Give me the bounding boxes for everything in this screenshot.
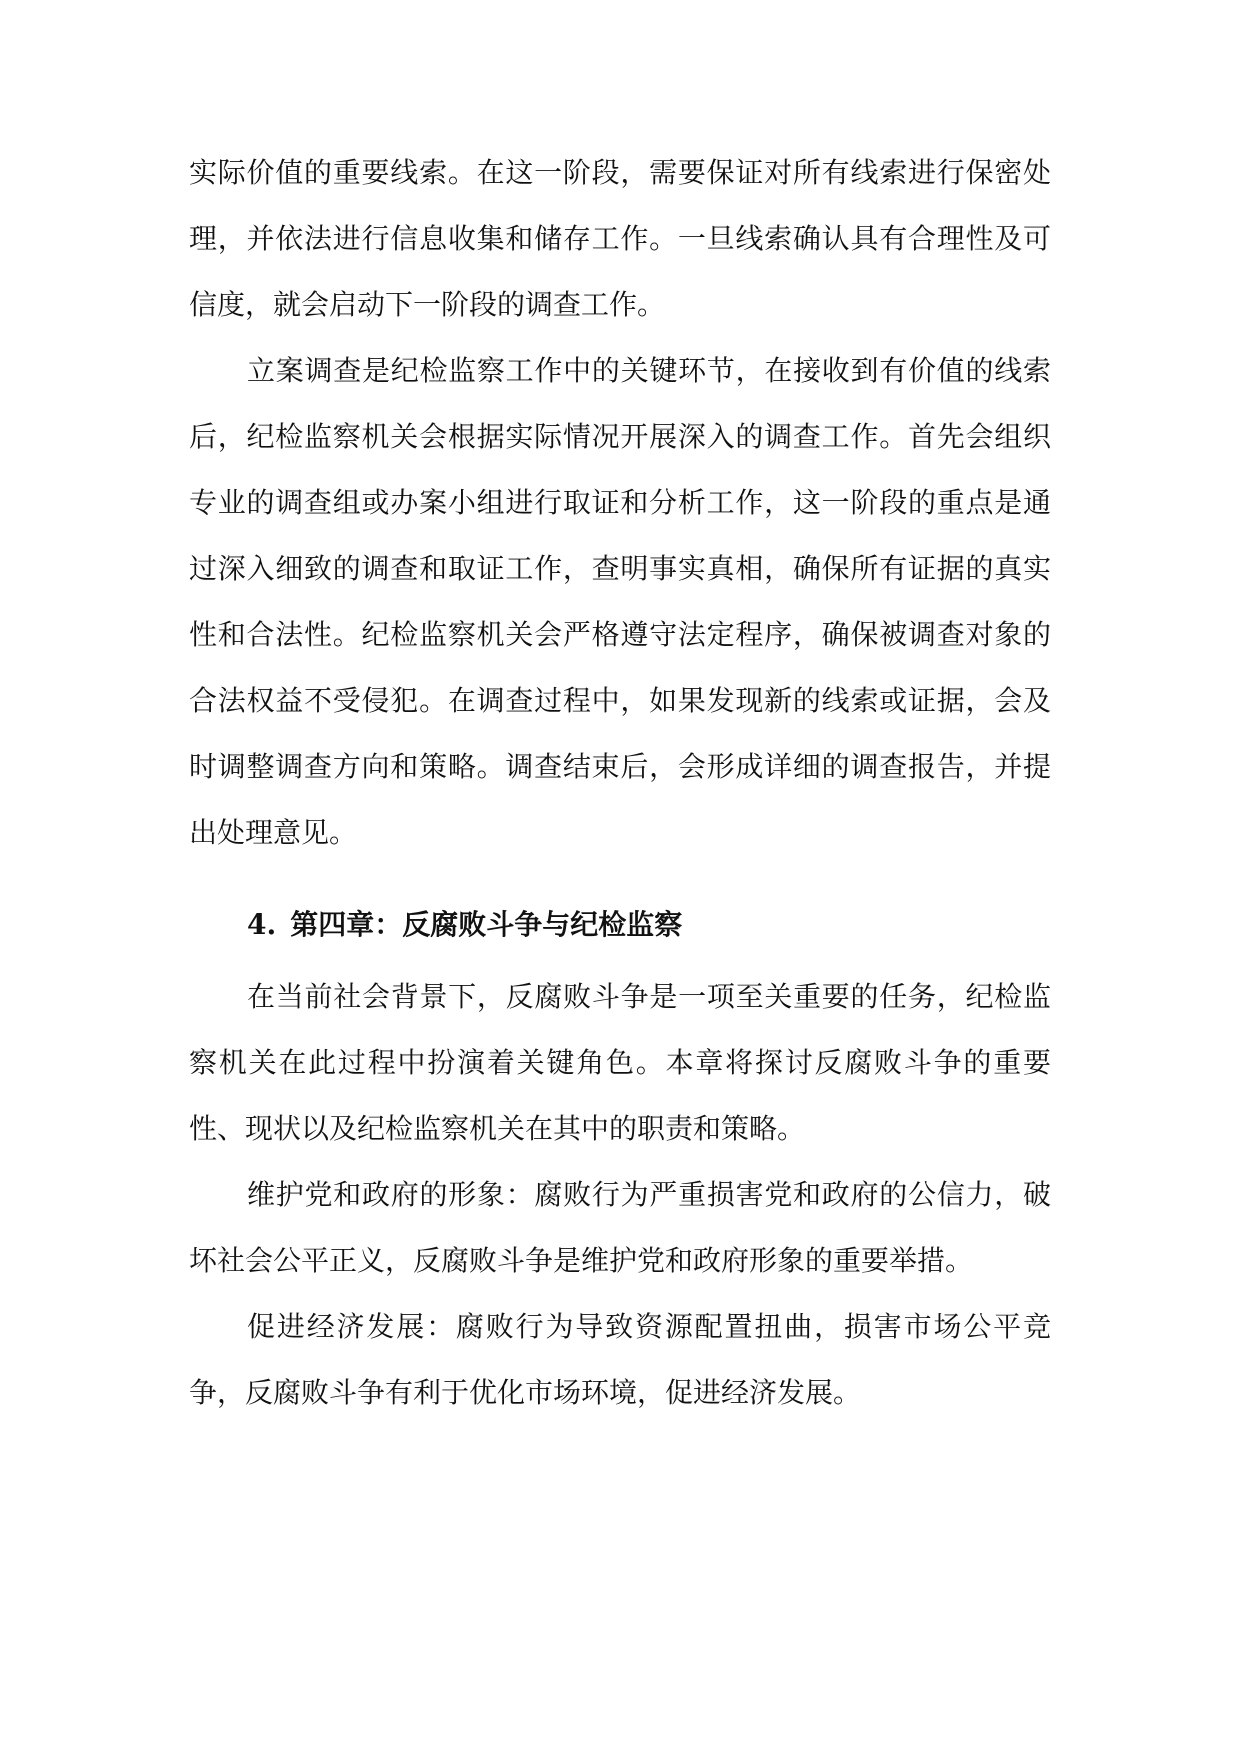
chapter-heading [189,892,1051,958]
paragraph-economic-development: 促进经济发展：腐败行为导致资源配置扭曲，损害市场公平竞争，反腐败斗争有利于优化市场环境，促进经济发展。 [189,1310,1051,1409]
chapter-number: 4. [247,908,277,941]
document-body [189,140,1051,1426]
paragraph-party-image: 维护党和政府的形象：腐败行为严重损害党和政府的公信力，破坏社会公平正义，反腐败斗争是维护党和政府形象的重要举措。 [189,1178,1051,1277]
paragraph-clue-handling: 实际价值的重要线索。在这一阶段，需要保证对所有线索进行保密处理，并依法进行信息收集和储存工作。一旦线索确认具有合理性及可信度，就会启动下一阶段的调查工作。 [189,156,1051,321]
paragraph-chapter-intro: 在当前社会背景下，反腐败斗争是一项至关重要的任务，纪检监察机关在此过程中扮演着关键角色。本章将探讨反腐败斗争的重要性、现状以及纪检监察机关在其中的职责和策略。 [189,980,1051,1145]
paragraph-case-investigation: 立案调查是纪检监察工作中的关键环节，在接收到有价值的线索后，纪检监察机关会根据实际情况开展深入的调查工作。首先会组织专业的调查组或办案小组进行取证和分析工作，这一阶段的重点是通过深入细致的调查和取证工作，查明事实真相，确保所有证据的真实性和合法性。纪检监察机关会严格遵守法定程序，确保被调查对象的合法权益不受侵犯。在调查过程中，如果发现新的线索或证据，会及时调整调查方向和策略。调查结束后，会形成详细的调查报告，并提出处理意见。 [189,354,1051,849]
chapter-title: 第四章：反腐败斗争与纪检监察 [290,908,683,941]
